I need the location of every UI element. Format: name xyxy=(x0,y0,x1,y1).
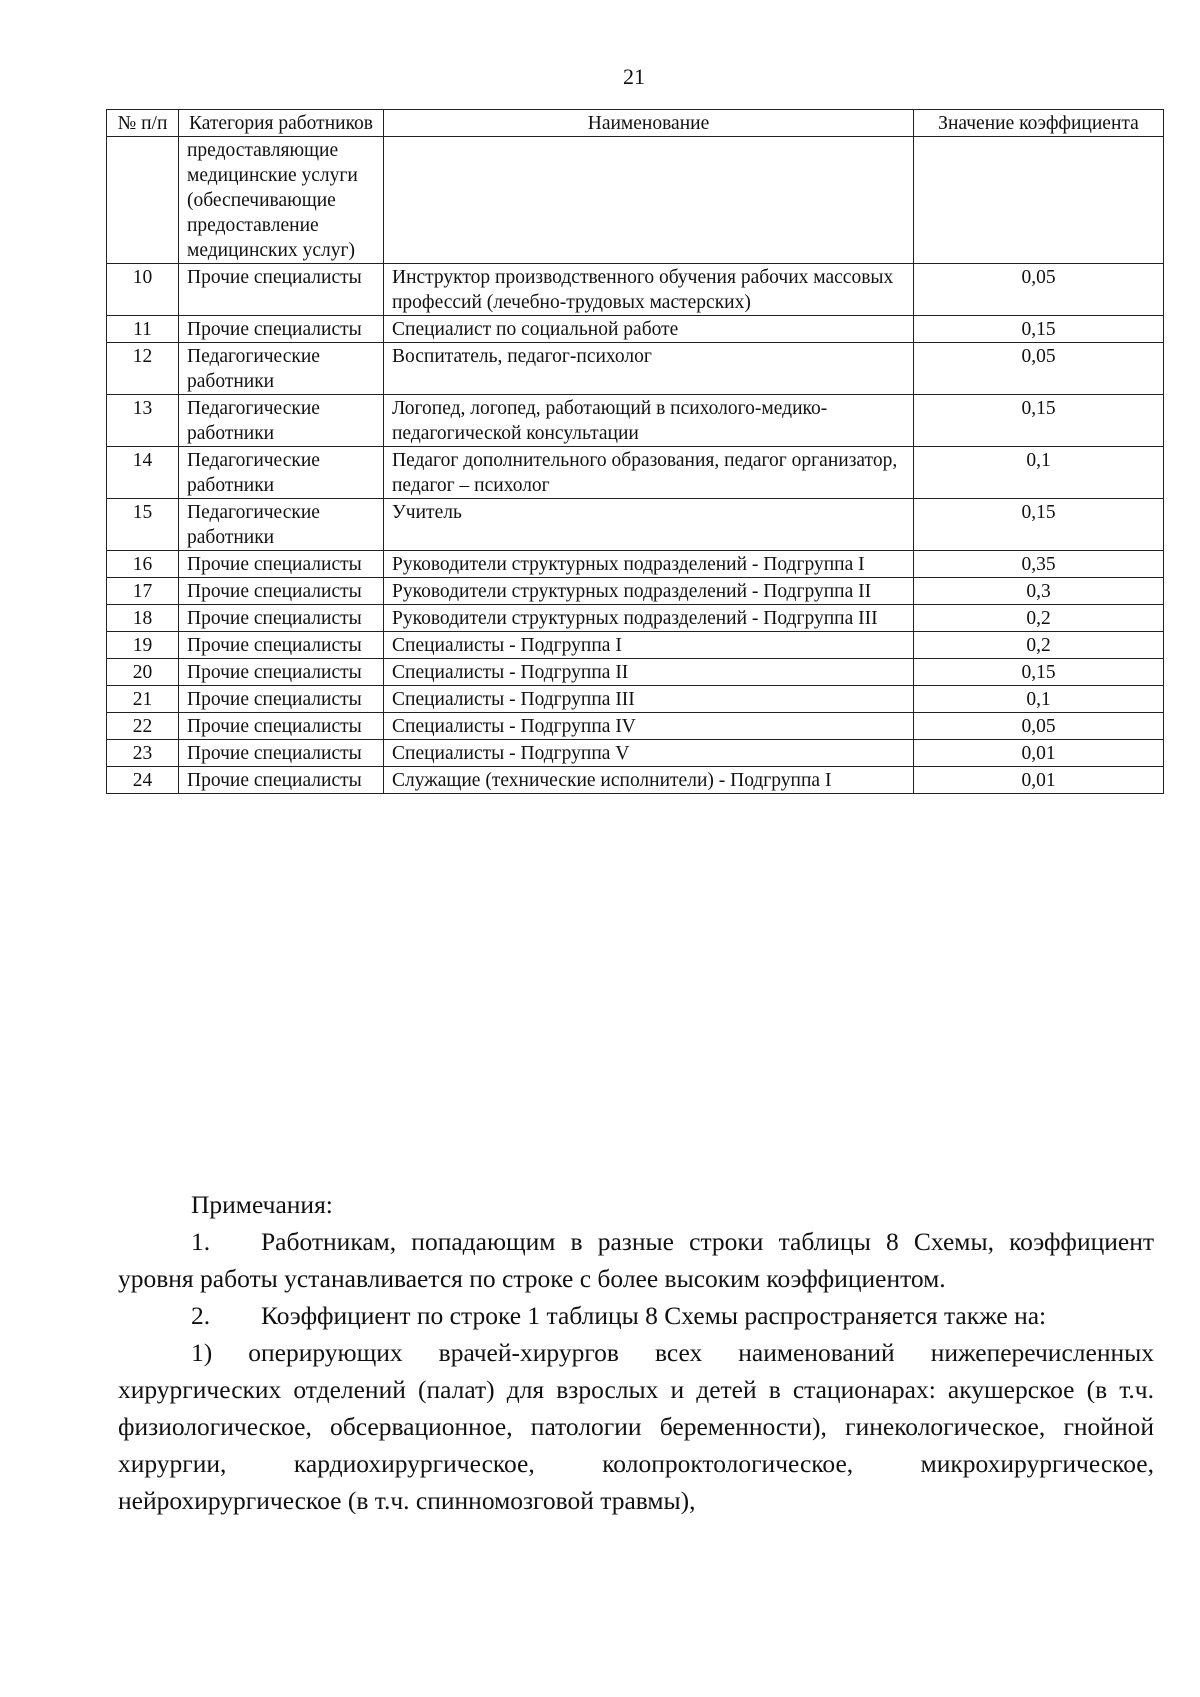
cell-value: 0,05 xyxy=(914,343,1164,395)
cell-value xyxy=(914,137,1164,264)
notes-title: Примечания: xyxy=(191,1190,333,1219)
cell-num: 11 xyxy=(107,316,179,343)
cell-value: 0,05 xyxy=(914,713,1164,740)
cell-category: Прочие специалисты xyxy=(179,605,384,632)
table-row xyxy=(107,447,1164,499)
cell-value: 0,35 xyxy=(914,551,1164,578)
cell-num xyxy=(107,137,179,264)
cell-category: Педагогические работники xyxy=(179,343,384,395)
cell-num: 13 xyxy=(107,395,179,447)
cell-category: Педагогические работники xyxy=(179,499,384,551)
cell-value: 0,2 xyxy=(914,605,1164,632)
header-name: Наименование xyxy=(384,110,914,137)
cell-name: Учитель xyxy=(384,499,914,551)
cell-num: 24 xyxy=(107,767,179,794)
table-row xyxy=(107,264,1164,316)
cell-category: Прочие специалисты xyxy=(179,316,384,343)
table-row xyxy=(107,686,1164,713)
note-number: 1. xyxy=(191,1227,211,1256)
cell-value: 0,01 xyxy=(914,767,1164,794)
note-paragraph: 1) оперирующих врачей-хирургов всех наименований нижеперечисленных хирургических отделений (палат) для взрослых и детей в стационарах: акушерское (в т.ч. физиологическое, обсервационное, патологии беременности), гинекологическое, гнойной хирургии, кардиохирургическое, колопроктологическое, микрохирургическое, нейрохирургическое (в т.ч. спинномозговой травмы), xyxy=(118,1338,1154,1515)
cell-value: 0,01 xyxy=(914,740,1164,767)
cell-num: 18 xyxy=(107,605,179,632)
cell-name xyxy=(384,137,914,264)
cell-value: 0,1 xyxy=(914,686,1164,713)
table-row xyxy=(107,659,1164,686)
cell-num: 14 xyxy=(107,447,179,499)
cell-num: 19 xyxy=(107,632,179,659)
cell-category: Прочие специалисты xyxy=(179,551,384,578)
cell-category: Прочие специалисты xyxy=(179,264,384,316)
table-row xyxy=(107,551,1164,578)
table-row xyxy=(107,713,1164,740)
cell-category: Педагогические работники xyxy=(179,395,384,447)
cell-value: 0,3 xyxy=(914,578,1164,605)
cell-category: Педагогические работники xyxy=(179,447,384,499)
cell-category: Прочие специалисты xyxy=(179,740,384,767)
note-item-1 xyxy=(118,1223,1154,1297)
cell-value: 0,15 xyxy=(914,316,1164,343)
table-row xyxy=(107,395,1164,447)
cell-name: Педагог дополнительного образования, педагог организатор, педагог – психолог xyxy=(384,447,914,499)
cell-name: Руководители структурных подразделений - Подгруппа III xyxy=(384,605,914,632)
cell-name: Специалисты - Подгруппа III xyxy=(384,686,914,713)
table-row xyxy=(107,740,1164,767)
cell-value: 0,05 xyxy=(914,264,1164,316)
cell-value: 0,15 xyxy=(914,499,1164,551)
table-row xyxy=(107,632,1164,659)
coefficient-table xyxy=(106,109,1164,794)
cell-name: Специалисты - Подгруппа II xyxy=(384,659,914,686)
notes-section xyxy=(118,1186,1154,1519)
cell-value: 0,15 xyxy=(914,659,1164,686)
cell-name: Воспитатель, педагог-психолог xyxy=(384,343,914,395)
cell-value: 0,2 xyxy=(914,632,1164,659)
table-row xyxy=(107,499,1164,551)
cell-name: Специалист по социальной работе xyxy=(384,316,914,343)
cell-category: Прочие специалисты xyxy=(179,713,384,740)
cell-name: Специалисты - Подгруппа IV xyxy=(384,713,914,740)
table-row xyxy=(107,343,1164,395)
cell-category: Прочие специалисты xyxy=(179,659,384,686)
cell-num: 15 xyxy=(107,499,179,551)
note-number: 2. xyxy=(191,1301,211,1330)
cell-num: 22 xyxy=(107,713,179,740)
cell-num: 23 xyxy=(107,740,179,767)
cell-num: 20 xyxy=(107,659,179,686)
table-row xyxy=(107,605,1164,632)
cell-value: 0,15 xyxy=(914,395,1164,447)
cell-num: 17 xyxy=(107,578,179,605)
cell-value: 0,1 xyxy=(914,447,1164,499)
note-item-2 xyxy=(118,1297,1154,1334)
cell-name: Специалисты - Подгруппа I xyxy=(384,632,914,659)
page-number: 21 xyxy=(623,64,645,89)
cell-name: Руководители структурных подразделений - Подгруппа I xyxy=(384,551,914,578)
cell-category: предоставляющие медицинские услуги (обеспечивающие предоставление медицинских услуг) xyxy=(179,137,384,264)
header-value: Значение коэффициента xyxy=(914,110,1164,137)
cell-num: 10 xyxy=(107,264,179,316)
cell-name: Служащие (технические исполнители) - Подгруппа I xyxy=(384,767,914,794)
table-row-continuation xyxy=(107,137,1164,264)
table-row xyxy=(107,316,1164,343)
cell-num: 12 xyxy=(107,343,179,395)
cell-category: Прочие специалисты xyxy=(179,632,384,659)
note-text: Коэффициент по строке 1 таблицы 8 Схемы распространяется также на: xyxy=(261,1301,1047,1330)
header-num: № п/п xyxy=(107,110,179,137)
table-row xyxy=(107,578,1164,605)
table-row xyxy=(107,767,1164,794)
cell-num: 16 xyxy=(107,551,179,578)
cell-name: Руководители структурных подразделений - Подгруппа II xyxy=(384,578,914,605)
cell-name: Специалисты - Подгруппа V xyxy=(384,740,914,767)
cell-num: 21 xyxy=(107,686,179,713)
cell-category: Прочие специалисты xyxy=(179,686,384,713)
header-category: Категория работников xyxy=(179,110,384,137)
table-header-row xyxy=(107,110,1164,137)
cell-name: Инструктор производственного обучения рабочих массовых профессий (лечебно-трудовых мастерских) xyxy=(384,264,914,316)
note-text: Работникам, попадающим в разные строки таблицы 8 Схемы, коэффициент уровня работы устанавливается по строке с более высоким коэффициентом. xyxy=(118,1227,1154,1293)
cell-category: Прочие специалисты xyxy=(179,578,384,605)
cell-category: Прочие специалисты xyxy=(179,767,384,794)
cell-name: Логопед, логопед, работающий в психолого-медико-педагогической консультации xyxy=(384,395,914,447)
